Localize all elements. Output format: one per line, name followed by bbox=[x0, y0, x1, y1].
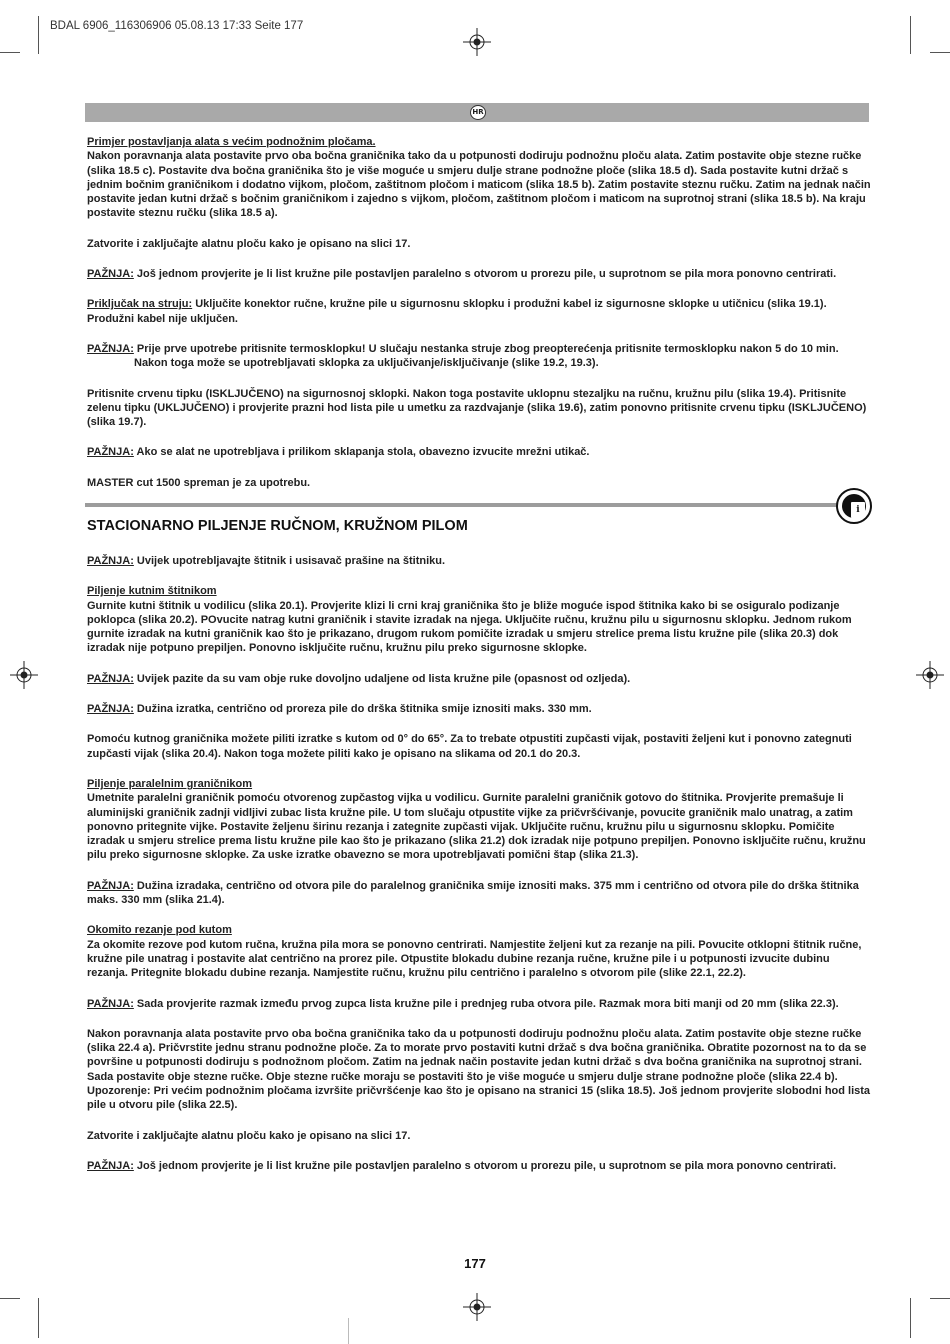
subheading: Priključak na struju: bbox=[87, 298, 193, 311]
paragraph-text: Uključite konektor ručne, kružne pile u sigurnosnu sklopku i produžni kabel iz sigurnosne sklopke u utičnicu (slika 19.1). Produžni kabel nije uključen. bbox=[87, 298, 827, 325]
paragraph-text: Gurnite kutni štitnik u vodilicu (slika 20.1). Provjerite klizi li crni kraj graničnika što je bliže moguće ispod štitnika kako bi se osiguralo podizanje poklopca (slika 20.2). POvucite natrag kutni graničnik i stavite izradak na njega. Uključite ručnu, kružnu pilu u sigurnosnu sklopku. Jednom rukom gurnite izradak na kutni graničnik kao što je prikazano, drugom rukom pomičite izradak u smjeru strelice prema listu kružne pile (slika 20.3) dok izradak nije potpuno prepiljen. Ponovno isključite ručnu, kružnu pilu preko sigurnosne sklopke. bbox=[87, 599, 852, 655]
registration-mark-icon bbox=[463, 1293, 491, 1321]
info-glyph: i bbox=[856, 505, 860, 515]
info-icon-inner bbox=[842, 494, 866, 518]
crop-mark bbox=[38, 16, 39, 54]
section-divider bbox=[85, 503, 837, 507]
language-bar bbox=[85, 103, 869, 122]
registration-mark-icon bbox=[10, 661, 38, 689]
warning-paragraph bbox=[87, 879, 872, 908]
warning-text: Prije prve upotrebe pritisnite termosklopku! U slučaju nestanka struje zbog preopterećenja pritisnite termosklopku nakon 5 do 10 min. bbox=[133, 342, 839, 355]
warning-paragraph bbox=[87, 672, 872, 686]
paragraph: Pomoću kutnog graničnika možete piliti izratke s kutom od 0° do 65°. Za to trebate otpustiti zupčasti vijak, postaviti željeni kut i ponovno zategnuti zupčasti vijak (slika 20.4). Nakon toga možete piliti kako je opisano na slikama od 20.1 do 20.3. bbox=[87, 733, 852, 760]
warning-paragraph bbox=[87, 554, 872, 568]
warning-label: PAŽNJA: bbox=[87, 672, 134, 685]
warning-label: PAŽNJA: bbox=[87, 268, 134, 281]
paragraph bbox=[87, 923, 872, 980]
paragraph: Pritisnite crvenu tipku (ISKLJUČENO) na sigurnosnoj sklopki. Nakon toga postavite uklopnu stezaljku na ručnu, kružnu pilu (slika 19.4). Pritisnite zelenu tipku (UKLJUČENO) i provjerite prazni hod lista pile u umetku za razdvajanje (slika 19.6), zatim ponovno pritisnite crvenu tipku (ISKLJUČENO) (slika 19.7). bbox=[87, 387, 867, 429]
warning-text: Ako se alat ne upotrebljava i prilikom sklapanja stola, obavezno izvucite mrežni utikač. bbox=[133, 446, 590, 459]
warning-text: Dužina izradaka, centrično od otvora pile do paralelnog graničnika smije iznositi maks. 375 mm i centrično od otvora pile do drška štitnika maks. 330 mm (slika 21.4). bbox=[87, 879, 859, 907]
print-slug: BDAL 6906_116306906 05.08.13 17:33 Seite 177 bbox=[50, 20, 304, 32]
paragraph bbox=[87, 297, 872, 326]
warning-paragraph bbox=[87, 1159, 872, 1173]
paragraph: Zatvorite i zaključajte alatnu ploču kako je opisano na slici 17. bbox=[87, 1129, 411, 1142]
registration-mark-icon bbox=[463, 28, 491, 56]
crop-mark bbox=[0, 52, 20, 53]
book-icon bbox=[851, 502, 865, 518]
warning-label: PAŽNJA: bbox=[87, 446, 134, 459]
warning-label: PAŽNJA: bbox=[87, 1159, 134, 1172]
warning-text: Još jednom provjerite je li list kružne pile postavljen paralelno s otvorom u prorezu pile, u suprotnom se pila mora ponovno centrirati. bbox=[133, 268, 837, 281]
paragraph-text: Za okomite rezove pod kutom ručna, kružna pila mora se ponovno centrirati. Namjestite željeni kut za rezanje na pili. Povucite otklopni štitnik ručne, kružne pile unatrag i postavite alat centrično na prorez pile. Otpustite blokadu dubine rezanja ručne, kružne pile i u potpunosti izvucite dubinu rezanja. Pritegnite blokadu dubine rezanja. Namjestite ručnu, kružnu pilu centrično i paralelno s otvorom pile (slike 22.1, 22.2). bbox=[87, 938, 862, 980]
content-block-2 bbox=[87, 554, 872, 1173]
registration-mark-icon bbox=[916, 661, 944, 689]
language-badge: HR bbox=[470, 105, 486, 120]
crop-mark bbox=[930, 52, 950, 53]
crop-mark bbox=[348, 1318, 349, 1344]
warning-text: Uvijek upotrebljavajte štitnik i usisavač prašine na štitniku. bbox=[133, 555, 446, 567]
warning-label: PAŽNJA: bbox=[87, 997, 134, 1010]
subheading: Piljenje paralelnim graničnikom bbox=[87, 777, 253, 790]
subheading: Okomito rezanje pod kutom bbox=[87, 924, 232, 937]
warning-text: Uvijek pazite da su vam obje ruke dovoljno udaljene od lista kružne pile (opasnost od ozljeda). bbox=[133, 672, 631, 685]
crop-mark bbox=[910, 1298, 911, 1338]
paragraph bbox=[87, 135, 872, 221]
paragraph: Nakon poravnanja alata postavite prvo oba bočna graničnika tako da u potpunosti dodiruju podnožnu ploču alata. Zatim postavite obje stezne ručke (slika 22.4 a). Pričvrstite jednu stranu podnožne ploče. Za to morate prvo postaviti kutni držač s dva bočna graničnika. Obratite pozornost na to da se površine u potpunosti dodiruju s podnožnom pločom. Zatim na jednak način postavite jedan kutni držač s dva bočna graničnika na suprotnoj strani. Sada postavite obje stezne ručke. Obje stezne ručke moraju se postaviti što je više moguće u smjeru dulje strane podnožne ploče (slika 22.4 b). Upozorenje: Pri većim podnožnim pločama izvršite pričvršćenje kao što je opisano na stranici 15 (slika 18.5). Još jednom provjerite slobodni hod lista pile u otvoru pile (slika 22.5). bbox=[87, 1027, 871, 1112]
warning-label: PAŽNJA: bbox=[87, 879, 134, 892]
paragraph bbox=[87, 777, 872, 863]
section-title: STACIONARNO PILJENJE RUČNOM, KRUŽNOM PILOM bbox=[87, 518, 468, 534]
paragraph: Zatvorite i zaključajte alatnu ploču kako je opisano na slici 17. bbox=[87, 237, 411, 250]
subheading: Piljenje kutnim štitnikom bbox=[87, 585, 217, 598]
warning-paragraph bbox=[87, 702, 872, 716]
paragraph bbox=[87, 584, 872, 655]
warning-text: Još jednom provjerite je li list kružne pile postavljen paralelno s otvorom u prorezu pile, u suprotnom se pila mora ponovno centrirati. bbox=[133, 1159, 837, 1172]
page-number: 177 bbox=[464, 1256, 486, 1271]
crop-mark bbox=[930, 1298, 950, 1299]
subheading: Primjer postavljanja alata s većim podnožnim pločama. bbox=[87, 136, 376, 148]
content-block-1 bbox=[87, 135, 872, 490]
info-book-icon bbox=[836, 488, 872, 524]
warning-paragraph bbox=[87, 267, 872, 281]
warning-label: PAŽNJA: bbox=[87, 555, 134, 567]
warning-text: Nakon toga može se upotrebljavati sklopka za uključivanje/isključivanje (slike 19.2, 19.3). bbox=[134, 357, 599, 370]
warning-label: PAŽNJA: bbox=[87, 342, 134, 355]
crop-mark bbox=[38, 1298, 39, 1338]
warning-paragraph bbox=[87, 342, 872, 371]
paragraph: MASTER cut 1500 spreman je za upotrebu. bbox=[87, 476, 311, 489]
paragraph-text: Nakon poravnanja alata postavite prvo oba bočna graničnika tako da u potpunosti dodiruju podnožnu ploču alata. Zatim postavite obje stezne ručke (slika 18.5 c). Postavite dva bočna graničnika što je više moguće u smjeru dulje strane podnožne ploče (slika 18.5 d). Sada postavite kutni držač s jednim bočnim graničnikom i dodatno vijkom, pločom, zaštitnom pločom i maticom (slika 18.5 b). Zatim postavite steznu ručku. Zatim na jednak način postavite jedan kutni držač s bočnim graničnikom i zajedno s vijkom, pločom, zaštitnom pločom i maticom na suprotnoj strani (slika 18.5 b). Na kraju postavite steznu ručku (slika 18.5 a). bbox=[87, 150, 871, 220]
crop-mark bbox=[0, 1298, 20, 1299]
paragraph-text: Umetnite paralelni graničnik pomoću otvorenog zupčastog vijka u vodilicu. Gurnite paralelni graničnik gotovo do štitnika. Provjerite premašuje li aluminijski graničnik zadnji vidljivi zubac lista kružne pile. U tom slučaju otpustite vijke za pričvršćivanje, povucite graničnik malo unatrag, a zatim ponovno pritegnite vijke. Postavite željenu širinu rezanja i zategnite zupčasti vijak. Uključite ručnu, kružnu pilu u sigurnosnu sklopku. Pomičite izradak u smjeru strelice prema listu kružne pile kao što je prikazano (slika 21.2) dok izradak nije potpuno prepiljen. Ponovno isključite ručnu, kružnu pilu preko sigurnosne sklopke. Za uske izratke obavezno se mora upotrebljavati pomični štap (slika 21.3). bbox=[87, 792, 866, 862]
warning-paragraph bbox=[87, 445, 872, 459]
warning-label: PAŽNJA: bbox=[87, 703, 134, 716]
crop-mark bbox=[910, 16, 911, 54]
warning-text: Sada provjerite razmak između prvog zupca lista kružne pile i prednjeg ruba otvora pile. Razmak mora biti manji od 20 mm (slika 22.3). bbox=[133, 997, 839, 1010]
warning-paragraph bbox=[87, 997, 872, 1011]
warning-text: Dužina izratka, centrično od proreza pile do drška štitnika smije iznositi maks. 330 mm. bbox=[133, 703, 592, 716]
